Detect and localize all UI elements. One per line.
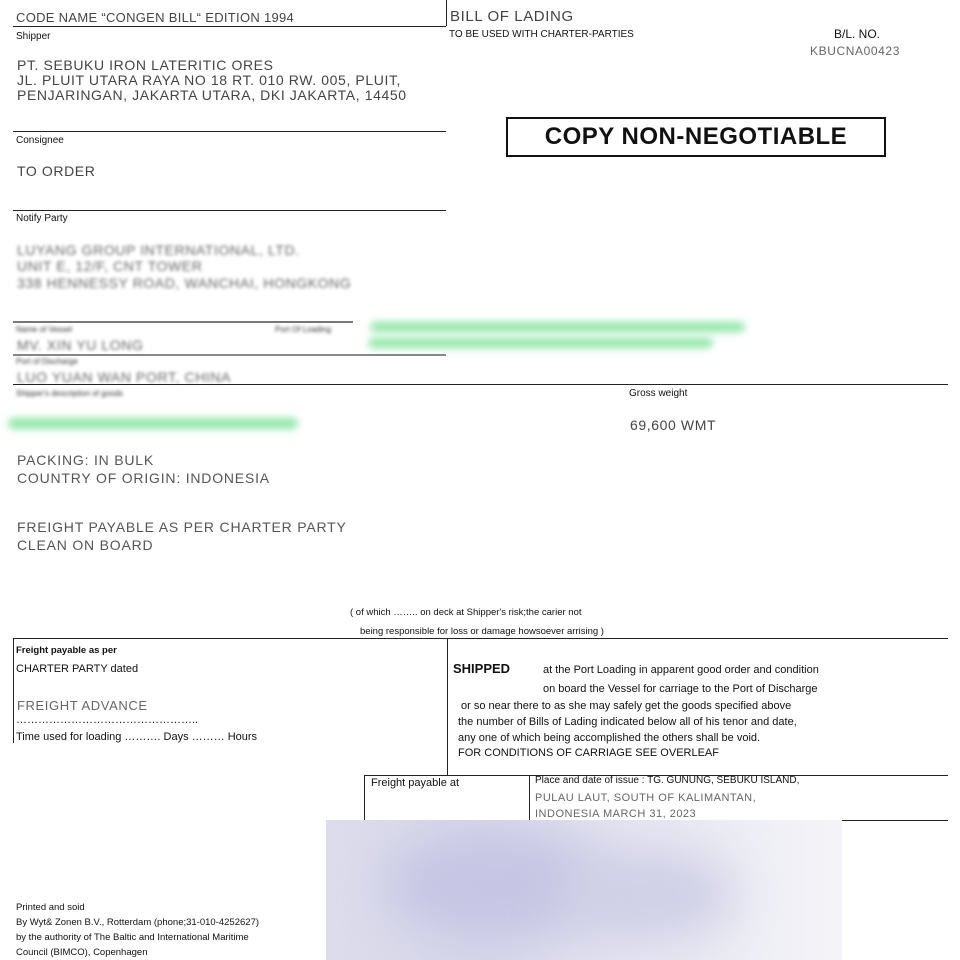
shipped-clause-line1: at the Port Loading in apparent good order and condition <box>543 664 819 676</box>
shipper-label: Shipper <box>16 31 51 42</box>
freight-advance-dots: ………………………………………….. <box>16 714 199 726</box>
redacted-port-of-loading-line2 <box>368 338 713 348</box>
freight-advance: FREIGHT ADVANCE <box>17 698 148 713</box>
bl-number-label: B/L. NO. <box>834 27 881 41</box>
freight-box-title: Freight payable as per <box>16 645 117 656</box>
deck-note-line2: being responsible for loss or damage howsoever arrising ) <box>360 626 604 637</box>
port-of-loading-label: Port Of Loading <box>275 325 332 334</box>
place-date-line2: PULAU LAUT, SOUTH OF KALIMANTAN, <box>535 792 757 804</box>
port-of-discharge-value: LUO YUAN WAN PORT, CHINA <box>17 369 232 385</box>
origin-remark: COUNTRY OF ORIGIN: INDONESIA <box>17 470 270 486</box>
shipper-name: PT. SEBUKU IRON LATERITIC ORES <box>17 57 274 73</box>
clean-on-board-remark: CLEAN ON BOARD <box>17 537 154 553</box>
issue-box-left-border <box>364 775 365 820</box>
shipper-address-line2: PENJARINGAN, JAKARTA UTARA, DKI JAKARTA, 14450 <box>17 87 407 103</box>
bl-number: KBUCNA00423 <box>810 44 900 58</box>
shipper-rule <box>13 131 446 132</box>
gross-weight-label: Gross weight <box>629 388 688 399</box>
packing-remark: PACKING: IN BULK <box>17 452 155 468</box>
consignee-rule <box>13 210 446 211</box>
printer-line3: by the authority of The Baltic and International Maritime <box>16 932 249 943</box>
freight-payable-at-label: Freight payable at <box>371 777 460 789</box>
freight-box-divider <box>447 638 448 775</box>
discharge-rule <box>13 354 446 356</box>
goods-rule <box>13 384 948 385</box>
shipped-clause-line3: or so near there to as she may safely get the goods specified above <box>461 700 792 712</box>
copy-non-negotiable-stamp: COPY NON-NEGOTIABLE <box>506 117 886 157</box>
port-of-discharge-label: Port of Discharge <box>16 357 78 366</box>
notify-party-line2: UNIT E, 12/F, CNT TOWER <box>17 258 203 274</box>
notify-party-line1: LUYANG GROUP INTERNATIONAL, LTD. <box>17 242 300 258</box>
printer-line2: By Wyt& Zonen B.V., Rotterdam (phone;31-010-4252627) <box>16 917 260 928</box>
gross-weight-value: 69,600 WMT <box>630 417 717 433</box>
notify-party-label: Notify Party <box>16 213 68 224</box>
vessel-rule <box>13 321 353 323</box>
vessel-name: MV. XIN YU LONG <box>17 337 144 353</box>
shipper-address-line1: JL. PLUIT UTARA RAYA NO 18 RT. 010 RW. 005, PLUIT, <box>17 72 402 88</box>
charter-party-dated: CHARTER PARTY dated <box>16 663 139 675</box>
deck-note-line1: ( of which …….. on deck at Shipper's risk;the carier not <box>350 607 582 618</box>
place-date-label: Place and date of issue : TG. GUNUNG, SEBUKU ISLAND, <box>535 775 800 786</box>
vessel-label: Name of Vessel <box>16 325 73 334</box>
consignee-value: TO ORDER <box>17 163 96 179</box>
issue-box-divider <box>529 775 530 820</box>
printer-line4: Council (BIMCO), Copenhagen <box>16 947 148 958</box>
notify-party-line3: 338 HENNESSY ROAD, WANCHAI, HONGKONG <box>17 275 352 291</box>
header-divider <box>446 0 447 26</box>
freight-box-left-border <box>13 638 14 743</box>
document-subtitle: TO BE USED WITH CHARTER-PARTIES <box>449 29 634 40</box>
form-code-name: CODE NAME “CONGEN BILL“ EDITION 1994 <box>16 10 295 25</box>
shipped-title: SHIPPED <box>453 661 511 676</box>
redacted-signature-seal <box>326 820 842 960</box>
deck-note-rule <box>13 638 948 639</box>
shipped-clause-line4: the number of Bills of Lading indicated below all of his tenor and date, <box>458 716 797 728</box>
redacted-port-of-loading-line1 <box>370 322 745 332</box>
document-title: BILL OF LADING <box>450 8 574 25</box>
goods-description-label: Shipper's description of goods <box>16 389 123 398</box>
header-rule <box>13 26 446 27</box>
freight-remark: FREIGHT PAYABLE AS PER CHARTER PARTY <box>17 519 347 535</box>
consignee-label: Consignee <box>16 135 64 146</box>
printer-line1: Printed and soid <box>16 902 85 913</box>
loading-time-used: Time used for loading ………. Days ……… Hours <box>16 731 258 743</box>
place-date-line3: INDONESIA MARCH 31, 2023 <box>535 808 697 820</box>
redacted-goods-description <box>8 418 298 429</box>
shipped-clause-line5: any one of which being accomplished the others shall be void. <box>458 732 761 744</box>
shipped-clause-line2: on board the Vessel for carriage to the Port of Discharge <box>543 683 818 695</box>
shipped-clause-line6: FOR CONDITIONS OF CARRIAGE SEE OVERLEAF <box>458 747 719 759</box>
